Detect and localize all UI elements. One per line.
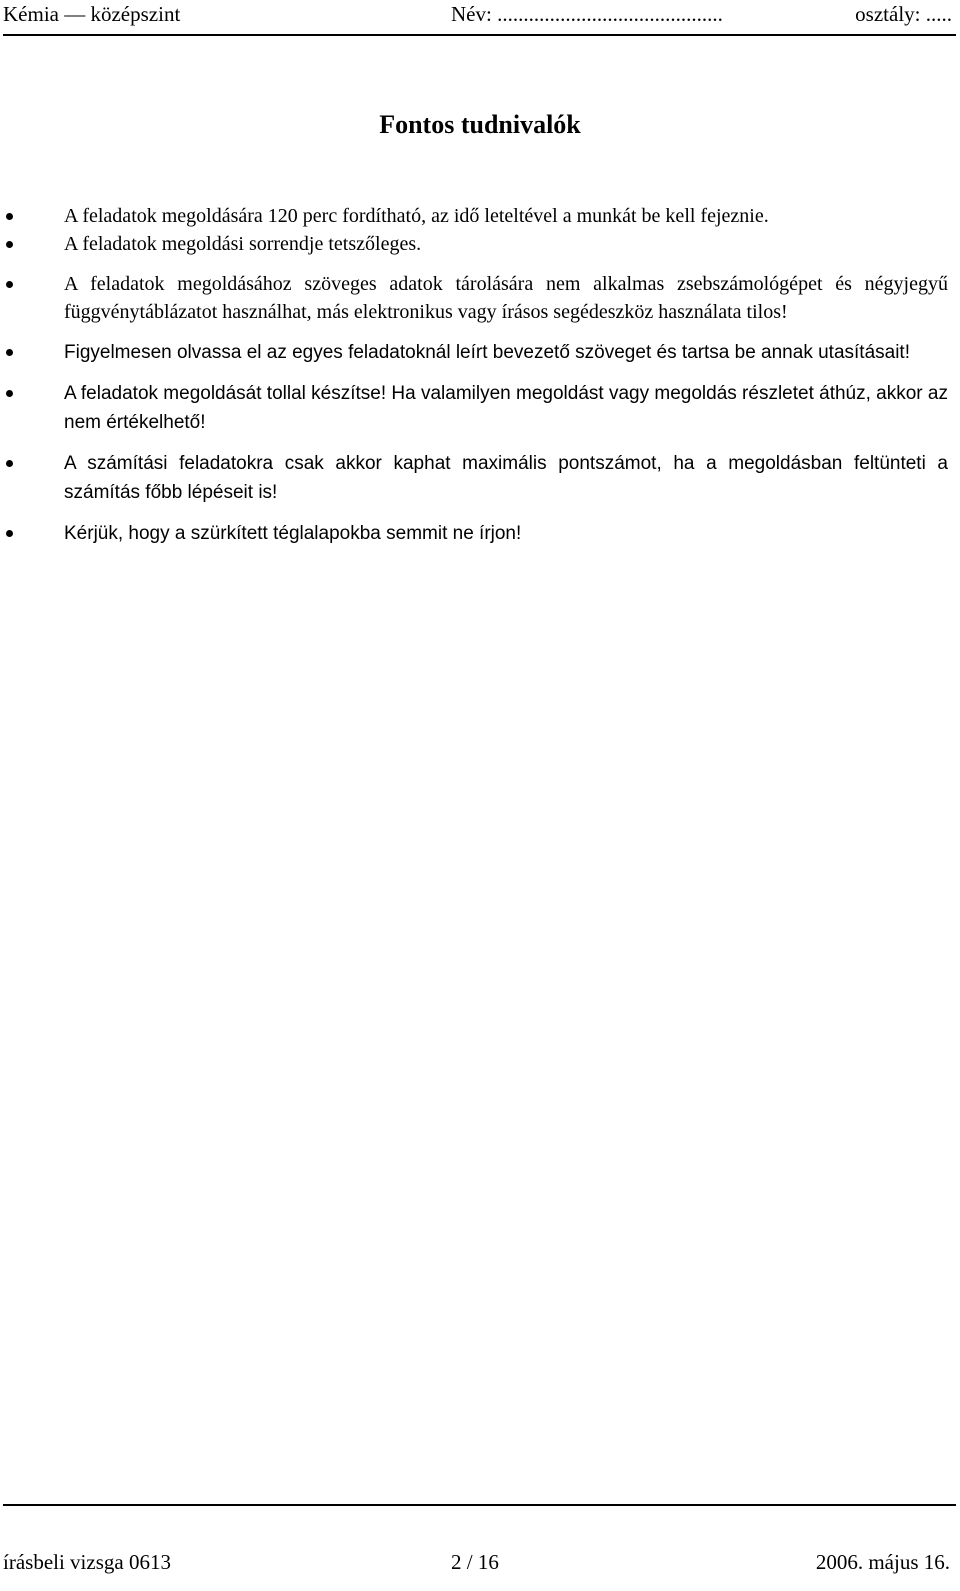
- class-field: osztály: .....: [855, 2, 952, 26]
- list-item: [0, 230, 960, 258]
- bullet-icon: [6, 349, 13, 356]
- subject-label: Kémia — középszint: [3, 2, 181, 26]
- instruction-text: A feladatok megoldását tollal készítse! Ha valamilyen megoldást vagy megoldás részletet áthúz, akkor az nem értékelhető!: [64, 383, 948, 433]
- instruction-text: Figyelmesen olvassa el az egyes feladatoknál leírt bevezető szöveget és tartsa be annak utasításait!: [64, 342, 910, 363]
- instruction-text: A feladatok megoldására 120 perc fordítható, az idő leteltével a munkát be kell fejeznie.: [64, 205, 769, 227]
- list-item: [0, 270, 960, 326]
- page-footer: [3, 1504, 956, 1591]
- instruction-text: Kérjük, hogy a szürkített téglalapokba semmit ne írjon!: [64, 523, 522, 544]
- bullet-icon: [6, 241, 13, 248]
- instruction-text: A feladatok megoldásához szöveges adatok tárolására nem alkalmas zsebszámológépet és négyjegyű függvénytáblázatot használhat, más elektronikus vagy írásos segédeszköz használata tilos!: [64, 273, 948, 323]
- list-item: [0, 519, 960, 548]
- exam-date: 2006. május 16.: [815, 1550, 950, 1574]
- bullet-icon: [6, 460, 13, 467]
- list-item: [0, 202, 960, 230]
- page-number: 2 / 16: [451, 1550, 499, 1574]
- bullet-icon: [6, 281, 13, 288]
- instruction-text: A számítási feladatokra csak akkor kaphat maximális pontszámot, ha a megoldásban feltünteti a számítás főbb lépéseit is!: [64, 453, 948, 503]
- list-item: [0, 379, 960, 437]
- bullet-icon: [6, 213, 13, 220]
- page-title: Fontos tudnivalók: [379, 110, 581, 139]
- bullet-icon: [6, 530, 13, 537]
- page-header: [3, 0, 956, 36]
- instruction-text: A feladatok megoldási sorrendje tetszőleges.: [64, 233, 422, 255]
- exam-code: írásbeli vizsga 0613: [3, 1550, 171, 1574]
- bullet-icon: [6, 390, 13, 397]
- list-item: [0, 338, 960, 367]
- list-item: [0, 449, 960, 507]
- name-field: Név: ...........................................: [451, 2, 723, 26]
- instruction-list: [0, 202, 960, 560]
